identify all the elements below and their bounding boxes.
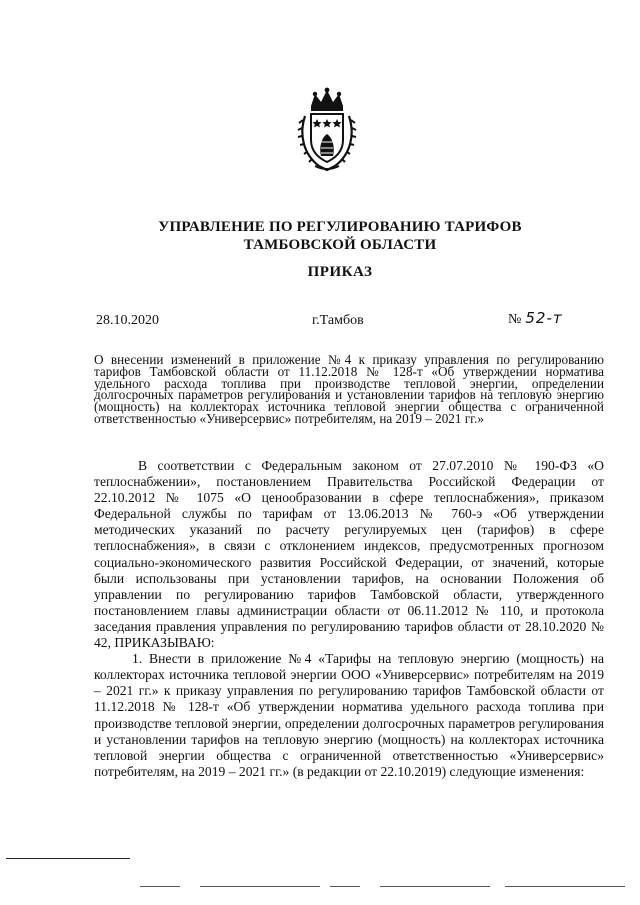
scan-artifact-line <box>330 886 360 887</box>
order-title: О внесении изменений в приложение №4 к приказу управления по регулированию тарифов Тамбовской области от 11.12.2018 № 128-т «Об утверждении норматива удельного расхода топлива при производстве тепловой энергии, определении долгосрочных параметров регулирования и установлении тарифов на тепловую энергию (мощность) на коллекторах источника тепловой энергии общества с ограниченной ответственностью «Универсервис» потребителям, на 2019 – 2021 гг.» <box>94 352 604 426</box>
order-preamble: В соответствии с Федеральным законом от 27.07.2010 № 190-ФЗ «О теплоснабжении», постановлением Правительства Российской Федерации от 22.10.2012 № 1075 «О ценообразовании в сфере теплоснабжения», приказом Федеральной службы по тарифам от 13.06.2013 № 760-э «Об утверждении методических указаний по расчету регулируемых цен (тарифов) в сфере теплоснабжения», в связи с отклонением индексов, предусмотренных прогнозом социально-экономического развития Российской Федерации, от значений, которые были использованы при установлении тарифов, на основании Положения об управлении по регулированию тарифов Тамбовской области, утвержденного постановлением главы администрации области от 06.11.2012 № 110, и протокола заседания правления управления по регулированию тарифов области от 28.10.2020 № 42, ПРИКАЗЫВАЮ: <box>94 458 604 651</box>
tambov-coat-of-arms-icon <box>297 86 357 172</box>
scan-artifact-line <box>505 886 625 887</box>
document-number-label: № <box>508 312 522 327</box>
document-type-heading: ПРИКАЗ <box>307 264 373 280</box>
scan-artifact-line <box>380 886 490 887</box>
order-item-1: 1. Внести в приложение №4 «Тарифы на тепловую энергию (мощность) на коллекторах источника тепловой энергии ООО «Универсервис» потребителям на 2019 – 2021 гг.» к приказу управления по регулированию тарифов Тамбовской области от 11.12.2018 № 128-т «Об утверждении норматива удельного расхода топлива при производстве тепловой энергии, определении долгосрочных параметров регулирования и установлении тарифов на тепловую энергию (мощность) на коллекторах источника тепловой энергии общества с ограниченной ответственностью «Универсервис» потребителям, на 2019 – 2021 гг.» (в редакции от 22.10.2019) следующие изменения: <box>94 651 604 779</box>
document-number <box>508 309 563 329</box>
order-body <box>94 458 604 780</box>
footer-divider <box>6 858 130 859</box>
authority-name-line2: ТАМБОВСКОЙ ОБЛАСТИ <box>243 237 437 253</box>
scan-artifact-line <box>140 886 180 887</box>
document-city: г.Тамбов <box>312 313 364 328</box>
scan-artifact-line <box>200 886 320 887</box>
authority-name-line1: УПРАВЛЕНИЕ ПО РЕГУЛИРОВАНИЮ ТАРИФОВ <box>158 219 522 235</box>
document-date: 28.10.2020 <box>96 313 159 328</box>
document-number-value: 52-т <box>525 309 563 327</box>
